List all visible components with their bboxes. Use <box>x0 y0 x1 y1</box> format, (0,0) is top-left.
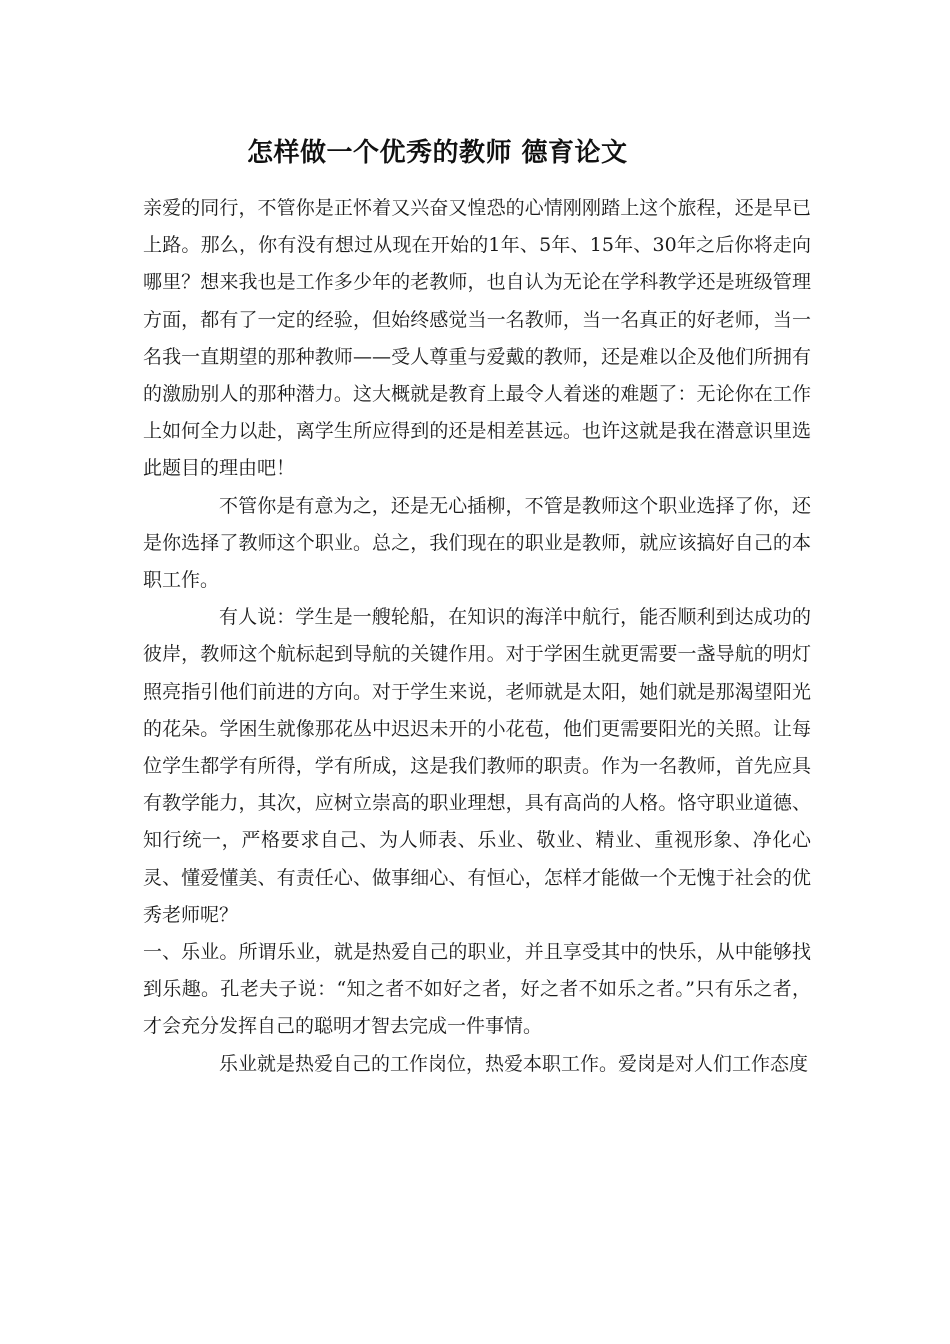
paragraph-love-job: 乐业就是热爱自己的工作岗位，热爱本职工作。爱岗是对人们工作态度 <box>219 1052 809 1075</box>
document-title: 怎样做一个优秀的教师 德育论文 <box>247 138 628 168</box>
paragraph-teacher-role: 有人说：学生是一艘轮船，在知识的海洋中航行，能否顺利到达成功的彼岸，教师这个航标起到导航的关键作用。对于学困生就更需要一盏导航的明灯照亮指引他们前进的方向。对于学生来说，老师就是太阳，她们就是那渴望阳光的花朵。学困生就像那花丛中迟迟未开的小花苞，他们更需要阳光的关照。让每位学生都学有所得，学有所成，这是我们教师的职责。作为一名教师，首先应具有教学能力，其次，应树立崇高的职业理想，具有高尚的人格。恪守职业道德、知行统一，严格要求自己、为人师表、乐业、敬业、精业、重视形象、净化心灵、懂爱懂美、有责任心、做事细心、有恒心，怎样才能做一个无愧于社会的优秀老师呢？ <box>143 606 811 926</box>
paragraph-intro: 亲爱的同行，不管你是正怀着又兴奋又惶恐的心情刚刚踏上这个旅程，还是早已上路。那么，你有没有想过从现在开始的1年、5年、15年、30年之后你将走向哪里？想来我也是工作多少年的老教师，也自认为无论在学科教学还是班级管理方面，都有了一定的经验，但始终感觉当一名教师，当一名真正的好老师，当一名我一直期望的那种教师——受人尊重与爱戴的教师，还是难以企及他们所拥有的激励别人的那种潜力。这大概就是教育上最令人着迷的难题了：无论你在工作上如何全力以赴，离学生所应得到的还是相差甚远。也许这就是我在潜意识里选此题目的理由吧！ <box>143 197 811 480</box>
paragraph-section-one: 一、乐业。所谓乐业，就是热爱自己的职业，并且享受其中的快乐，从中能够找到乐趣。孔老夫子说：“知之者不如好之者，好之者不如乐之者。”只有乐之者，才会充分发挥自己的聪明才智去完成一件事情。 <box>143 941 811 1038</box>
document-body <box>143 190 811 1083</box>
paragraph-career-choice: 不管你是有意为之，还是无心插柳，不管是教师这个职业选择了你，还是你选择了教师这个职业。总之，我们现在的职业是教师，就应该搞好自己的本职工作。 <box>143 494 811 592</box>
